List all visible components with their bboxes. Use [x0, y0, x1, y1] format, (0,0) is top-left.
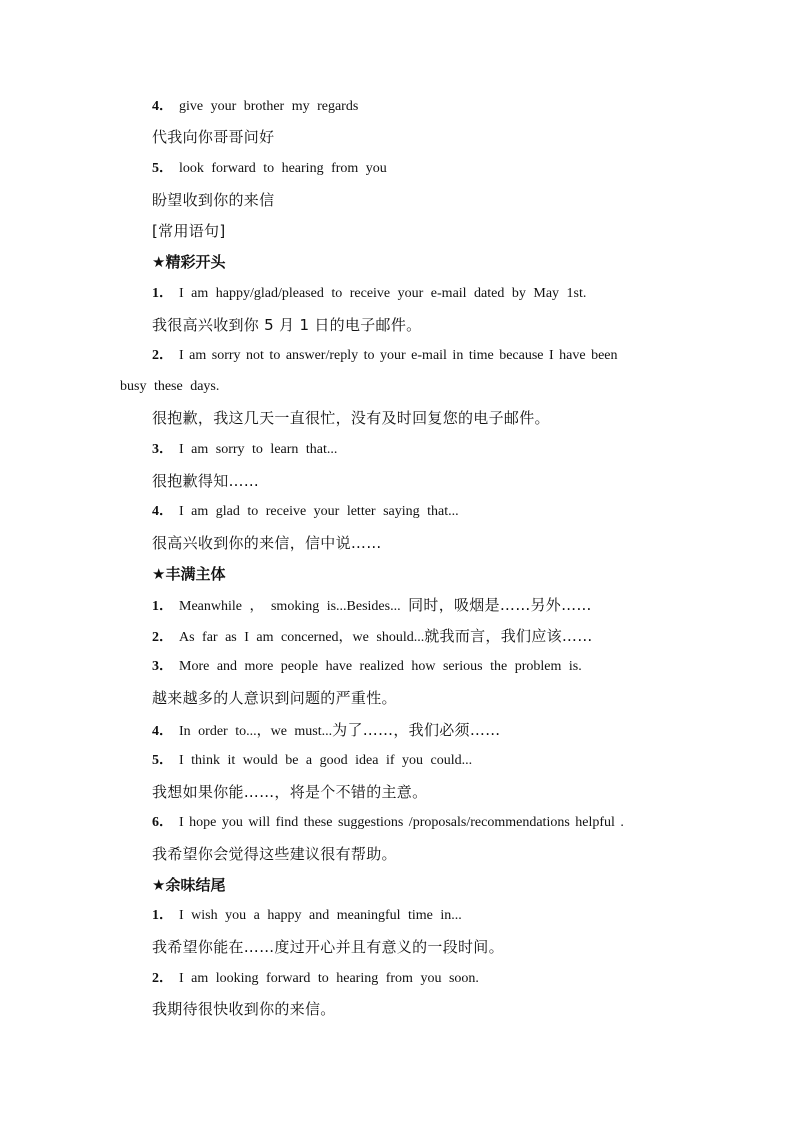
phrase-5-en: 5． look forward to hearing from you: [152, 161, 387, 176]
ending-1-en: 1． I wish you a happy and meaningful time in...: [152, 908, 462, 923]
opening-1-en: 1． I am happy/glad/pleased to receive your e-mail dated by May 1st.: [152, 286, 587, 301]
opening-1-zh: 我很高兴收到你 5 月 1 日的电子邮件。: [152, 316, 422, 334]
heading-opening: ★精彩开头: [152, 253, 226, 271]
phrase-5-zh: 盼望收到你的来信: [152, 191, 275, 209]
opening-2-en: 2． I am sorry not to answer/reply to your e-mail in time because I have been: [152, 348, 618, 363]
body-6-en: 6． I hope you will find these suggestions /proposals/recommendations helpful .: [152, 815, 624, 830]
phrase-4-en: 4． give your brother my regards: [152, 99, 359, 114]
body-2: 2． As far as I am concerned，we should...就我而言，我们应该……: [152, 627, 593, 645]
heading-ending: ★余味结尾: [152, 876, 226, 894]
opening-2-en-cont: busy these days.: [120, 379, 220, 394]
ending-2-en: 2． I am looking forward to hearing from you soon.: [152, 971, 479, 986]
opening-4-en: 4． I am glad to receive your letter saying that...: [152, 504, 459, 519]
section-title: [常用语句]: [152, 222, 226, 240]
body-1: 1． Meanwhile ， smoking is...Besides... 同时，吸烟是……另外……: [152, 596, 592, 614]
body-3-zh: 越来越多的人意识到问题的严重性。: [152, 689, 397, 707]
opening-2-zh: 很抱歉，我这几天一直很忙，没有及时回复您的电子邮件。: [152, 409, 550, 427]
heading-body: ★丰满主体: [152, 565, 226, 583]
body-6-zh: 我希望你会觉得这些建议很有帮助。: [152, 845, 397, 863]
opening-3-zh: 很抱歉得知……: [152, 472, 260, 490]
opening-4-zh: 很高兴收到你的来信，信中说……: [152, 534, 382, 552]
body-4: 4． In order to...，we must...为了……，我们必须……: [152, 721, 501, 739]
body-5-zh: 我想如果你能……，将是个不错的主意。: [152, 783, 428, 801]
opening-3-en: 3． I am sorry to learn that...: [152, 442, 338, 457]
body-5-en: 5． I think it would be a good idea if you could...: [152, 753, 473, 768]
ending-2-zh: 我期待很快收到你的来信。: [152, 1000, 336, 1018]
phrase-4-zh: 代我向你哥哥问好: [152, 128, 275, 146]
ending-1-zh: 我希望你能在……度过开心并且有意义的一段时间。: [152, 938, 504, 956]
body-3-en: 3． More and more people have realized how serious the problem is.: [152, 659, 582, 674]
